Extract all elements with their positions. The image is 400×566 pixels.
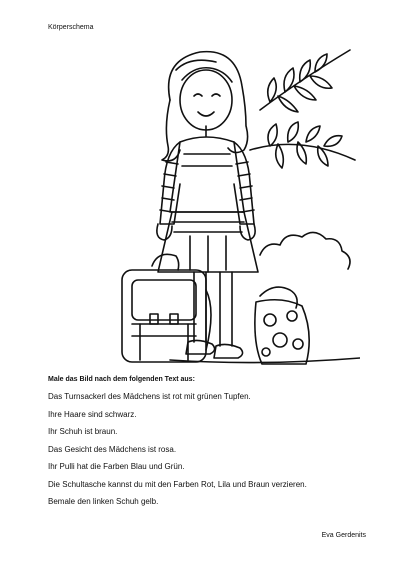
instructions-heading: Male das Bild nach dem folgenden Text aus: [48, 376, 195, 383]
instructions-list [48, 391, 378, 514]
sweater-icon [160, 137, 254, 224]
gym-bag-icon [255, 287, 309, 364]
instruction-line: Das Turnsackerl des Mädchens ist rot mit grünen Tupfen. [48, 392, 251, 401]
instruction-line: Ihr Schuh ist braun. [48, 427, 118, 436]
school-backpack-icon [122, 254, 211, 362]
face-icon [180, 68, 232, 136]
hand-icon [157, 224, 172, 240]
instruction-line: Das Gesicht des Mädchens ist rosa. [48, 444, 177, 454]
legs-icon [186, 272, 243, 358]
skirt-icon [158, 212, 258, 272]
ground-line [170, 358, 360, 363]
instruction-line: Ihr Pulli hat die Farben Blau und Grün. [48, 462, 185, 471]
instruction-line: Ihre Haare sind schwarz. [48, 409, 137, 419]
instruction-line: Bemale den linken Schuh gelb. [48, 497, 159, 506]
bush-icon [260, 232, 350, 269]
instruction-line: Die Schultasche kannst du mit den Farben Rot, Lila und Braun verzieren. [48, 479, 307, 489]
worksheet-topic: Körperschema [48, 24, 94, 31]
leafy-branch-icon [250, 50, 355, 168]
girl-coloring-illustration [110, 40, 360, 370]
author-credit: Eva Gerdenits [321, 532, 366, 539]
